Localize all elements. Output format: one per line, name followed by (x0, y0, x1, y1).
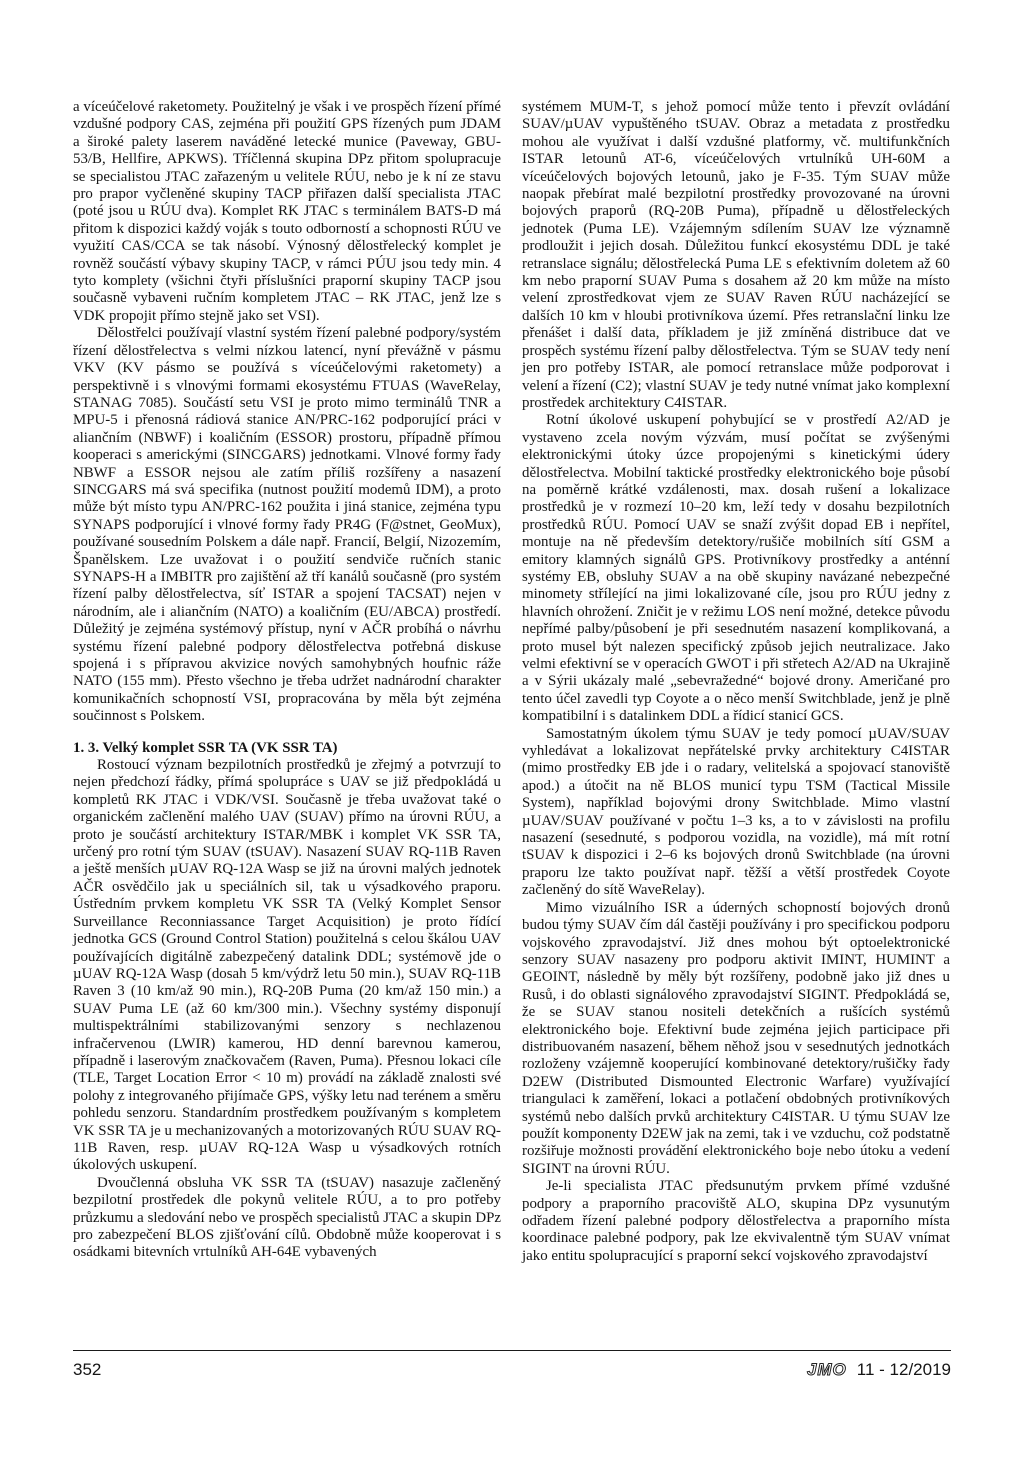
issue-label: 11 - 12/2019 (856, 1360, 951, 1379)
page-footer (73, 1354, 951, 1382)
paragraph: systémem MUM-T, s jehož pomocí může tento i převzít ovládání SUAV/µUAV vypuštěného tSUAV. Obraz a metadata z prostředku mohou ale využívat i další vzdušné platformy, vč. multifunkčních ISTAR letounů AT-6, víceúčelových vrtulníků UH-60M a víceúčelových bojových letounů, jako je F-35. Tým SUAV může naopak přebírat malé bezpilotní prostředky provozované na úrovni bojových praporů (RQ-20B Puma), případně u dělostřeleckých jednotek (Puma LE). Vzájemným sdílením SUAV lze významně prodloužit i jejich dosah. Důležitou funkcí ekosystému DDL je také retranslace signálu; dělostřelecká Puma LE s efektivním doletem až 60 km nebo praporní SUAV Puma s dosahem až 20 km může na místo velení zprostředkovat vjem ze SUAV Raven RÚU nacházející se dalších 10 km v hloubi protivníkova území. Přes retranslační linku lze přenášet i další data, příkladem je již zmíněná distribuce dat ve prospěch systému řízení palby dělostřelectva. Tým se SUAV tedy není jen pro potřeby ISTAR, ale pomocí retranslace může podporovat i velení a řízení (C2); vlastní SUAV je tedy nutné vnímat jako komplexní prostředek architektury C4ISTAR. (522, 99, 950, 411)
paragraph: Dělostřelci používají vlastní systém řízení palebné podpory/systém řízení dělostřelectva s velmi nízkou latencí, nyní převážně v pásmu VKV (KV pásmo se používá s víceúčelovými raketomety) a perspektivně i s vlnovými formami ekosystému FTUAS (WaveRelay, STANAG 7085). Součástí setu VSI je proto mimo terminálů TNR a MPU-5 i přenosná rádiová stanice AN/PRC-162 podporující práci v aliančním (NBWF) i koaličním (ESSOR) prostoru, případně přímou kooperaci s americkými (SINCGARS) jednotkami. Vlnové formy řady NBWF a ESSOR nejsou ale zatím příliš rozšířeny a nasazení SINCGARS má svá specifika (nutnost použití modemů IDM), a proto může být místo typu AN/PRC-162 použita i jiná stanice, zejména typu SYNAPS podporující i vlnové formy řady PR4G (F@stnet, GeoMux), používané sousedním Polskem a dále např. Francií, Belgií, Nizozemím, Španělskem. Lze uvažovat i o použití sendviče ručních stanic SYNAPS-H a IMBITR pro zajištění až tří kanálů současně (pro systém řízení palby dělostřelectva, síť ISTAR a spojení TACSAT) nejen v národním, ale i aliančním (NATO) a koaličním (EU/ABCA) prostředí. Důležitý je zejména systémový přístup, nyní v AČR probíhá o návrhu systému řízení palebné podpory dělostřelectva potřebná diskuse spojená i s přípravou akvizice nových samohybných houfnic ráže NATO (155 mm). Přesto všechno je třeba udržet nadnárodní charakter komunikačních schopností VSI, propracována by měla být zejména součinnost s Polskem. (73, 325, 501, 725)
footer-right (807, 1360, 951, 1380)
left-column (73, 99, 501, 1262)
page-number: 352 (73, 1360, 102, 1379)
paragraph: Samostatným úkolem týmu SUAV je tedy pomocí µUAV/SUAV vyhledávat a lokalizovat nepřátelské prvky architektury C4ISTAR (mimo prostředky EB jde i o radary, velitelská a spojovací stanoviště apod.) a útočit na ně BLOS municí typu TSM (Tactical Missile System), například bojovými drony Switchblade. Mimo vlastní µUAV/SUAV používané v počtu 1–3 ks, a to v závislosti na profilu nasazení (sesednuté, s podporou vozidla, na vozidle), má mít rotní tSUAV k dispozici i 2–6 ks bojových dronů Switchblade (na úrovni praporu lze takto používat např. těžší a větší prostředek Coyote začleněný do sítě WaveRelay). (522, 725, 950, 899)
paragraph: Rostoucí význam bezpilotních prostředků je zřejmý a potvrzují to nejen předchozí řádky, přímá spolupráce s UAV se již předpokládá u kompletů RK JTAC i VDK/VSI. Současně je třeba uvažovat také o organickém začlenění malého UAV (SUAV) přímo na úrovni RÚU, a proto je součástí architektury ISTAR/MBK i komplet VK SSR TA, určený pro rotní tým SUAV (tSUAV). Nasazení SUAV RQ-11B Raven a ještě menších µUAV RQ-12A Wasp se již na úrovni malých jednotek AČR osvědčilo jak u speciálních sil, tak u výsadkového praporu. Ústředním prvkem kompletu VK SSR TA (Velký Komplet Sensor Surveillance Reconniassance Target Acquisition) je proto řídící jednotka GCS (Ground Control Station) použitelná s celou škálou UAV používajících digitálně zabezpečený datalink DDL; systémově jde o µUAV RQ-12A Wasp (dosah 5 km/výdrž letu 50 min.), SUAV RQ-11B Raven 3 (10 km/až 90 min.), RQ-20B Puma (20 km/až 150 min.) a SUAV Puma LE (až 60 km/300 min.). Všechny systémy disponují multispektrálními stabilizovanými senzory s nechlazenou infračervenou (LWIR) kamerou, HD denní barevnou kamerou, případně i laserovým značkovačem (Raven, Puma). Přesnou lokaci cíle (TLE, Target Location Error < 10 m) provádí na základě znalosti své polohy z integrovaného přijímače GPS, výšky letu nad terénem a směru pohledu senzoru. Standardním prostředkem používaným s kompletem VK SSR TA je u mechanizovaných a motorizovaných RÚU SUAV RQ-11B Raven, resp. µUAV RQ-12A Wasp u výsadkových rotních úkolových uskupení. (73, 757, 501, 1174)
right-column (522, 99, 950, 1265)
footer-rule (73, 1350, 951, 1351)
paragraph: Rotní úkolové uskupení pohybující se v prostředí A2/AD je vystaveno zcela novým výzvám, musí počítat se zvýšenými elektronickými útoky úzce propojenými s kinetickými údery dělostřelectva. Mobilní taktické prostředky elektronického boje působí na poměrně krátké vzdálenosti, max. dosah rušení a lokalizace prostředků je v rozmezí 10–20 km, leží tedy v dosahu bezpilotních prostředků RÚU. Pomocí UAV se snaží zvýšit dopad EB i nepřítel, montuje na ně především detektory/rušiče mobilních sítí GSM a emitory klamných signálů GPS. Protivníkovy prostředky a anténní systémy EB, obsluhy SUAV a na obě skupiny navázané nebezpečné minomety střílející na jimi lokalizované cíle, jsou pro RÚU jedny z hlavních ohrožení. Zničit je v režimu LOS není možné, detekce původu nepřímé palby/působení je při sesednutém nasazení komplikovaná, a proto musel být nalezen specifický způsob jejich neutralizace. Jako velmi efektivní se v operacích GWOT i při střetech A2/AD na Ukrajině a v Sýrii ukázaly malé „sebevražedné“ bojové drony. Američané pro tento účel zavedli typ Coyote a o něco menší Switchblade, jenž je plně kompatibilní i s datalinkem DDL a řídicí stanicí GCS. (522, 412, 950, 725)
paragraph: a víceúčelové raketomety. Použitelný je však i ve prospěch řízení přímé vzdušné podpory CAS, zejména při použití GPS řízených pum JDAM a široké palety laserem naváděné letecké munice (Paveway, GBU-53/B, Hellfire, APKWS). Tříčlenná skupina DPz přitom spolupracuje se specialistou JTAC zařazeným u velitele RÚU, nebo je k ní ze stavu pro prapor vyčleněné skupiny TACP přiřazen další specialista JTAC (poté jsou u RÚU dva). Komplet RK JTAC s terminálem BATS-D má přitom k dispozici každý voják s touto odborností a schopnosti RÚU ve využití CAS/CCA se tak násobí. Výnosný dělostřelecký komplet je rovněž součástí výbavy skupiny TACP, v rámci PÚU jsou tedy min. 4 tyto komplety (všichni čtyři příslušníci praporní skupiny TACP jsou současně vybaveni ručním kompletem JTAC – RK JTAC, jenž lze s VDK propojit přímo stejně jako set VSI). (73, 99, 501, 324)
section-heading: 1. 3. Velký komplet SSR TA (VK SSR TA) (73, 739, 338, 756)
paragraph: Dvoučlenná obsluha VK SSR TA (tSUAV) nasazuje začleněný bezpilotní prostředek dle pokynů velitele RÚU, a to pro potřeby průzkumu a sledování nebo ve prospěch specialistů JTAC a skupin DPz pro zabezpečení BLOS zjišťování cílů. Obdobně může kooperovat i s osádkami bitevních vrtulníků AH-64E vybavených (73, 1174, 501, 1261)
paragraph: Je-li specialista JTAC předsunutým prvkem přímé vzdušné podpory a praporního pracoviště ALO, skupina DPz vysunutým odřadem řízení palebné podpory dělostřelectva a praporního místa koordinace palebné podpory, pak lze ekvivalentně tým SUAV vnímat jako entitu spolupracující s praporní sekcí vojskového zpravodajství (522, 1178, 950, 1264)
journal-logo-icon: JMO (806, 1360, 847, 1379)
paragraph: Mimo vizuálního ISR a úderných schopností bojových dronů budou týmy SUAV čím dál častěji používány i pro specifickou podporu vojskového zpravodajství. Již dnes mohou být optoelektronické senzory SUAV nasazeny pro podporu aktivit IMINT, HUMINT a GEOINT, následně by měly být rozšířeny, podobně jako již dnes u Rusů, i do oblasti signálového zpravodajství SIGINT. Předpokládá se, že se SUAV stanou nositeli detekčních a rušících systémů elektronického boje. Efektivní bude zejména jejich participace při distribuovaném nasazení, během něhož jsou v sesednutých jednotkách rozloženy vzájemně kooperující kombinované detektory/rušičky řady D2EW (Distributed Dismounted Electronic Warfare) využívající triangulaci k zaměření, lokaci a potlačení obdobných protivníkových systémů nebo dalších prvků architektury C4ISTAR. U týmu SUAV lze použít komponenty D2EW jak na zemi, tak i ve vzduchu, což podstatně rozšiřuje možnosti provádění elektronického boje nebo útoku a vedení SIGINT na úrovni RÚU. (522, 899, 950, 1177)
